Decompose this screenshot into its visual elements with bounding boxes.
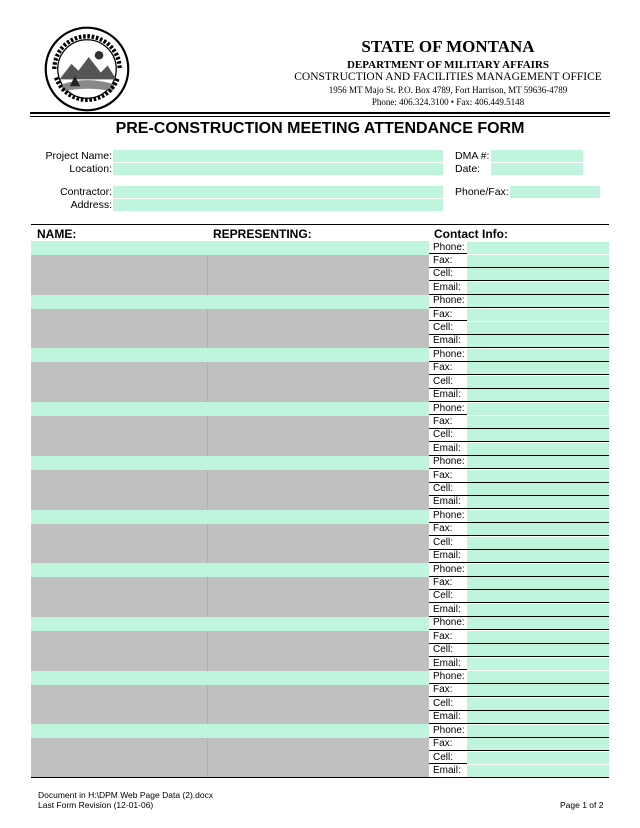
- footer-doc-path: Document in H:\DPM Web Page Data (2).docx: [38, 790, 214, 800]
- contact-label: Cell:: [433, 268, 454, 280]
- attendee-name-representing-field[interactable]: [31, 295, 429, 309]
- col-name-header: NAME:: [37, 227, 77, 241]
- contact-value-field[interactable]: [467, 416, 609, 428]
- column-divider: [207, 685, 208, 725]
- attendee-shaded-area: [31, 470, 429, 510]
- contact-value-field[interactable]: [467, 510, 609, 522]
- table-top-rule: [31, 224, 609, 225]
- contact-value-field[interactable]: [467, 698, 609, 710]
- attendee-shaded-area: [31, 685, 429, 725]
- attendee-shaded-area: [31, 309, 429, 349]
- attendee-block: [31, 241, 609, 295]
- contact-value-field[interactable]: [467, 389, 609, 401]
- date-field[interactable]: [491, 163, 583, 175]
- attendee-name-representing-field[interactable]: [31, 510, 429, 524]
- attendee-name-representing-field[interactable]: [31, 241, 429, 255]
- state-title: STATE OF MONTANA: [361, 37, 535, 56]
- contact-value-field[interactable]: [467, 658, 609, 670]
- attendee-name-representing-field[interactable]: [31, 348, 429, 362]
- contact-label: Email:: [433, 442, 461, 454]
- footer-page-number: Page 1 of 2: [560, 800, 604, 810]
- contact-value-field[interactable]: [467, 550, 609, 562]
- contact-value-field[interactable]: [467, 335, 609, 347]
- contact-value-field[interactable]: [467, 671, 609, 683]
- address-field[interactable]: [113, 199, 443, 211]
- attendee-block: [31, 563, 609, 617]
- contact-value-field[interactable]: [467, 590, 609, 602]
- contact-label: Email:: [433, 603, 461, 615]
- contact-label: Fax:: [433, 738, 453, 750]
- column-divider: [207, 362, 208, 402]
- contact-label: Email:: [433, 281, 461, 293]
- contact-value-field[interactable]: [467, 765, 609, 777]
- project-name-label: Project Name:: [45, 150, 112, 162]
- attendee-block: [31, 348, 609, 402]
- contact-value-field[interactable]: [467, 268, 609, 280]
- attendee-shaded-area: [31, 255, 429, 295]
- column-divider: [207, 255, 208, 295]
- location-label: Location:: [69, 163, 112, 175]
- table-bottom-rule: [31, 777, 609, 778]
- contact-label: Fax:: [433, 577, 453, 589]
- contact-value-field[interactable]: [467, 255, 609, 267]
- contact-label: Fax:: [433, 684, 453, 696]
- contact-label: Fax:: [433, 630, 453, 642]
- contact-label: Cell:: [433, 697, 454, 709]
- col-contact-header: Contact Info:: [434, 227, 508, 241]
- dma-field[interactable]: [491, 150, 583, 162]
- contact-label: Email:: [433, 550, 461, 562]
- contractor-field[interactable]: [113, 186, 443, 198]
- column-divider: [207, 309, 208, 349]
- contact-value-field[interactable]: [467, 322, 609, 334]
- contact-value-field[interactable]: [467, 429, 609, 441]
- address-label: Address:: [70, 199, 112, 211]
- contact-label: Fax:: [433, 362, 453, 374]
- office-address: 1956 MT Majo St. P.O. Box 4789, Fort Harrison, MT 59636-4789: [328, 85, 568, 95]
- contact-value-field[interactable]: [467, 496, 609, 508]
- contact-label: Email:: [433, 335, 461, 347]
- contact-label: Email:: [433, 657, 461, 669]
- contact-label: Phone:: [433, 241, 465, 253]
- department-name: DEPARTMENT OF MILITARY AFFAIRS: [346, 59, 550, 71]
- dma-label: DMA #:: [455, 150, 490, 162]
- contact-label: Phone:: [433, 402, 465, 414]
- attendee-block: [31, 617, 609, 671]
- contact-label: Email:: [433, 389, 461, 401]
- attendee-name-representing-field[interactable]: [31, 563, 429, 577]
- contact-label: Phone:: [433, 724, 465, 736]
- attendee-shaded-area: [31, 738, 429, 778]
- contact-value-field[interactable]: [467, 684, 609, 696]
- attendee-block: [31, 671, 609, 725]
- contact-label: Phone:: [433, 563, 465, 575]
- contact-value-field[interactable]: [467, 738, 609, 750]
- contact-label: Cell:: [433, 590, 454, 602]
- location-field[interactable]: [113, 163, 443, 175]
- contact-label: Email:: [433, 496, 461, 508]
- contact-value-field[interactable]: [467, 752, 609, 764]
- contact-label: Email:: [433, 764, 461, 776]
- contact-label: Phone:: [433, 456, 465, 468]
- contact-label: Fax:: [433, 254, 453, 266]
- attendee-block: [31, 402, 609, 456]
- contact-label: Cell:: [433, 644, 454, 656]
- contact-label: Phone:: [433, 295, 465, 307]
- contact-value-field[interactable]: [467, 604, 609, 616]
- attendee-block: [31, 456, 609, 510]
- attendee-block: [31, 295, 609, 349]
- column-divider: [207, 416, 208, 456]
- attendee-shaded-area: [31, 524, 429, 564]
- contact-value-field[interactable]: [467, 309, 609, 321]
- col-representing-header: REPRESENTING:: [213, 227, 312, 241]
- attendee-shaded-area: [31, 577, 429, 617]
- contact-value-field[interactable]: [467, 631, 609, 643]
- contact-value-field[interactable]: [467, 617, 609, 629]
- contact-label: Fax:: [433, 469, 453, 481]
- contact-value-field[interactable]: [467, 644, 609, 656]
- attendee-shaded-area: [31, 416, 429, 456]
- contact-value-field[interactable]: [467, 295, 609, 307]
- contact-value-field[interactable]: [467, 725, 609, 737]
- contact-label: Phone:: [433, 510, 465, 521]
- column-divider: [207, 631, 208, 671]
- office-name: CONSTRUCTION AND FACILITIES MANAGEMENT OFFICE: [294, 71, 602, 83]
- contact-label: Email:: [433, 711, 461, 723]
- contact-label: Cell:: [433, 375, 454, 387]
- attendee-name-representing-field[interactable]: [31, 402, 429, 416]
- contact-label: Cell:: [433, 429, 454, 441]
- contact-value-field[interactable]: [467, 577, 609, 589]
- contact-label: Fax:: [433, 308, 453, 320]
- project-name-field[interactable]: [113, 150, 443, 162]
- contact-value-field[interactable]: [467, 483, 609, 495]
- contact-value-field[interactable]: [467, 403, 609, 415]
- contact-value-field[interactable]: [467, 470, 609, 482]
- footer-revision: Last Form Revision (12-01-06): [38, 800, 154, 810]
- contact-value-field[interactable]: [467, 443, 609, 455]
- phone-fax-label: Phone/Fax:: [455, 186, 509, 198]
- column-divider: [207, 524, 208, 564]
- attendee-block: [31, 510, 609, 564]
- office-phone-fax: Phone: 406.324.3100 • Fax: 406.449.5148: [371, 97, 525, 107]
- header-rule-thick: [30, 112, 610, 114]
- contact-label: Cell:: [433, 483, 454, 495]
- attendee-name-representing-field[interactable]: [31, 724, 429, 738]
- form-title: PRE-CONSTRUCTION MEETING ATTENDANCE FORM: [115, 120, 525, 137]
- attendee-name-representing-field[interactable]: [31, 617, 429, 631]
- montana-seal-logo: [44, 26, 130, 112]
- contact-value-field[interactable]: [467, 456, 609, 468]
- date-label: Date:: [455, 163, 481, 175]
- contact-label: Cell:: [433, 751, 454, 763]
- attendee-block: [31, 724, 609, 778]
- column-divider: [207, 577, 208, 617]
- contact-value-field[interactable]: [467, 242, 609, 254]
- phone-fax-field[interactable]: [510, 186, 600, 198]
- contact-value-field[interactable]: [467, 349, 609, 361]
- attendee-name-representing-field[interactable]: [31, 671, 429, 685]
- attendee-shaded-area: [31, 362, 429, 402]
- column-divider: [207, 738, 208, 778]
- contact-label: Fax:: [433, 415, 453, 427]
- contractor-label: Contractor:: [60, 186, 112, 198]
- attendee-name-representing-field[interactable]: [31, 456, 429, 470]
- contact-value-field[interactable]: [467, 564, 609, 576]
- contact-value-field[interactable]: [467, 362, 609, 374]
- column-divider: [207, 470, 208, 510]
- contact-value-field[interactable]: [467, 282, 609, 294]
- contact-label: Phone:: [433, 617, 465, 629]
- contact-value-field[interactable]: [467, 537, 609, 549]
- contact-label: Cell:: [433, 536, 454, 548]
- header-rule-thin: [30, 116, 610, 117]
- contact-label: Phone:: [433, 348, 465, 360]
- contact-value-field[interactable]: [467, 376, 609, 388]
- contact-label: Fax:: [433, 523, 453, 535]
- contact-label: Phone:: [433, 671, 465, 683]
- contact-label: Cell:: [433, 321, 454, 333]
- contact-value-field[interactable]: [467, 523, 609, 535]
- attendee-shaded-area: [31, 631, 429, 671]
- contact-value-field[interactable]: [467, 711, 609, 723]
